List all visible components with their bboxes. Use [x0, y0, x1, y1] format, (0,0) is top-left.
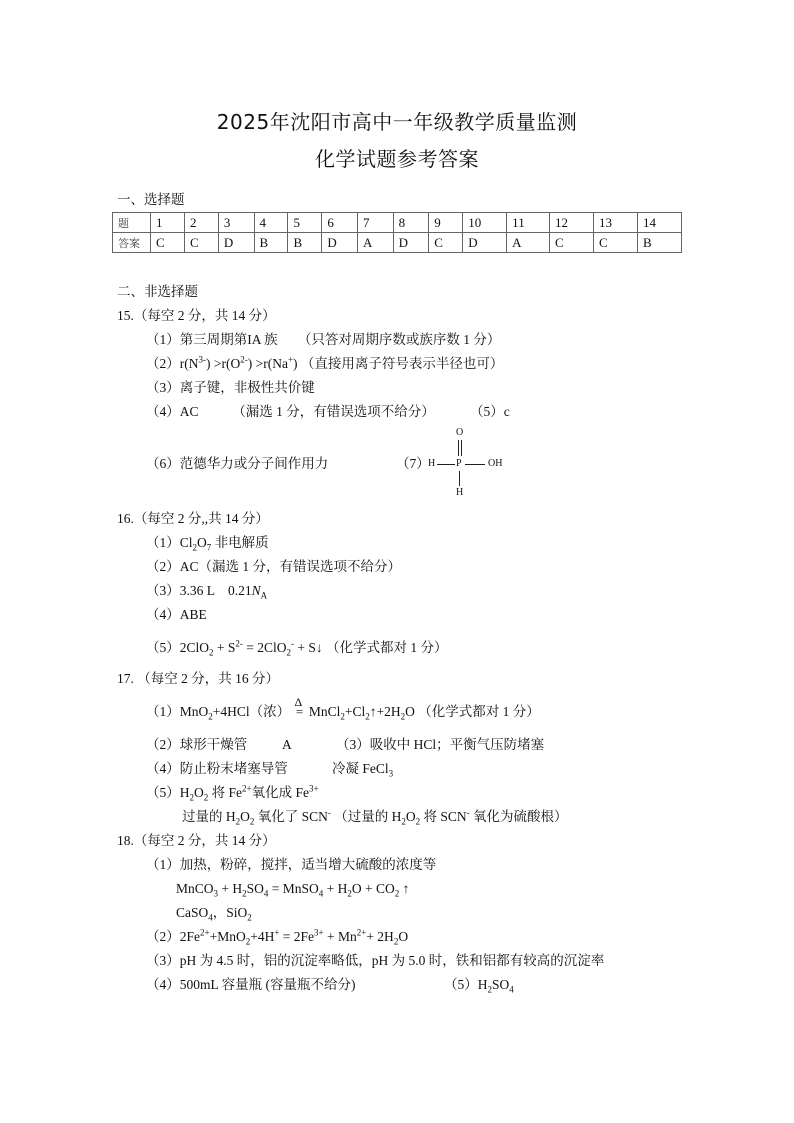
text-run: （3）pH 为 4.5 时，铝的沉淀率略低，pH 为 5.0 时，铁和铝都有较高的沉淀率 — [146, 953, 605, 968]
text-run: （4）防止粉末堵塞导管 — [146, 761, 288, 776]
question-number-cell: 13 — [594, 213, 638, 233]
single-bond — [437, 464, 455, 465]
q16-answer-4 — [146, 607, 207, 623]
subscript: 2 — [365, 711, 370, 722]
question-number-cell: 1 — [151, 213, 185, 233]
text-run: 过量的 H — [182, 809, 236, 824]
q18-answer-1c — [176, 905, 252, 921]
text-run: 非电解质 — [211, 535, 269, 550]
superscript: 2- — [235, 638, 243, 649]
text-run: （2）r(N — [146, 356, 199, 371]
text-run: （2）球形干燥管 — [146, 737, 248, 752]
text-run: +4H — [250, 929, 275, 944]
q17-answer-4b — [332, 761, 393, 777]
text-run: 氧化成 Fe — [251, 785, 309, 800]
superscript: + — [287, 354, 294, 365]
text-run: （5）2ClO — [146, 640, 210, 655]
subscript: 2 — [400, 711, 406, 722]
superscript: + — [274, 927, 280, 938]
q16-answer-3 — [146, 583, 267, 599]
answer-cell: B — [254, 233, 288, 253]
text-run: 18.（每空 2 分，共 14 分） — [117, 833, 276, 848]
subscript: 2 — [247, 912, 252, 923]
q17-answer-5b — [182, 809, 568, 825]
text-run: ) >r(O — [206, 356, 241, 371]
text-run: 氧化为硫酸根） — [469, 809, 568, 824]
q15-answer-3 — [146, 380, 315, 396]
q17-header — [117, 671, 279, 687]
subscript: 2 — [286, 647, 292, 658]
superscript: 2+ — [356, 927, 367, 938]
text-run: 16.（每空 2 分,,共 14 分） — [117, 511, 269, 526]
text-run: + 2H — [366, 929, 394, 944]
answer-cell: C — [550, 233, 594, 253]
superscript: 3+ — [314, 927, 324, 938]
question-number-cell: 8 — [393, 213, 429, 233]
subscript: 3 — [388, 768, 394, 779]
page-subtitle: 化学试题参考答案 — [315, 147, 479, 171]
text-run: ↑ — [399, 881, 410, 896]
text-run: SO — [492, 977, 510, 992]
text-run: （1）第三周期第IA 族 （只答对周期序数或族序数 1 分） — [146, 332, 501, 347]
superscript: 3+ — [308, 783, 319, 794]
q16-answer-1 — [146, 535, 269, 551]
question-number-row — [113, 213, 682, 233]
text-run: O — [398, 929, 409, 944]
subscript: 2 — [242, 888, 247, 899]
text-run: ，SiO — [212, 905, 248, 920]
superscript: 3- — [198, 354, 206, 365]
question-number-cell: 11 — [507, 213, 550, 233]
answer-cell: D — [393, 233, 429, 253]
subscript: 2 — [487, 984, 492, 995]
section-heading-choice: 一、选择题 — [117, 192, 185, 207]
heating-equals-sign: Δ = — [294, 695, 304, 719]
subscript: 7 — [206, 542, 212, 553]
text-run: （5）H — [146, 785, 190, 800]
text-run: 15.（每空 2 分，共 14 分） — [117, 308, 276, 323]
text-run: （过量的 H — [330, 809, 402, 824]
text-run: +4HCl（浓） — [212, 704, 294, 719]
text-run: 将 SCN — [420, 809, 467, 824]
text-run: = MnSO — [268, 881, 319, 896]
q15-answer-5 — [470, 404, 510, 420]
subscript: 4 — [509, 984, 514, 995]
answer-cell: B — [637, 233, 681, 253]
double-bond — [458, 440, 459, 456]
text-run: O — [194, 785, 204, 800]
text-run: MnCO — [176, 881, 214, 896]
text-run: 冷凝 FeCl — [332, 761, 389, 776]
text-run: （4）AC （漏选 1 分，有错误选项不给分） — [146, 404, 435, 419]
answer-cell: A — [507, 233, 550, 253]
subscript: 2 — [415, 816, 421, 827]
answer-row — [113, 233, 682, 253]
q17-answer-3 — [336, 737, 544, 753]
text-run: （1）加热，粉碎，搅拌，适当增大硫酸的浓度等 — [146, 857, 437, 872]
q17-answer-2b — [282, 737, 292, 753]
q15-answer-7-label: （7） — [396, 456, 430, 471]
q15-answer-4 — [146, 404, 435, 420]
subscript: 2 — [235, 816, 241, 827]
text-run: MnCl — [305, 704, 341, 719]
answer-cell: C — [594, 233, 638, 253]
choice-answer-table — [112, 212, 682, 253]
subscript: A — [260, 590, 268, 601]
double-bond — [461, 440, 462, 456]
subscript: 2 — [393, 936, 399, 947]
text-run: （6）范德华力或分子间作用力 — [146, 456, 329, 471]
subscript: 2 — [245, 936, 251, 947]
text-run: SO — [246, 881, 264, 896]
text-run: （3）3.36 L 0.21 — [146, 583, 252, 598]
q15-answer-1 — [146, 332, 500, 348]
q18-answer-4 — [146, 977, 356, 993]
subscript: 4 — [318, 888, 324, 899]
subscript: 2 — [394, 888, 400, 899]
text-run: + H — [218, 881, 243, 896]
text-run: + Mn — [323, 929, 357, 944]
answer-cell: B — [288, 233, 322, 253]
subscript: 2 — [192, 542, 198, 553]
superscript: - — [466, 807, 470, 818]
answer-cell: D — [463, 233, 507, 253]
q15-answer-6 — [146, 456, 328, 472]
q17-answer-4 — [146, 761, 288, 777]
q18-answer-3 — [146, 953, 604, 969]
answer-cell: D — [218, 233, 254, 253]
question-number-cell: 6 — [322, 213, 358, 233]
atom-oh: OH — [488, 458, 503, 469]
text-run: 氧化了 SCN — [254, 809, 328, 824]
atom-p: P — [456, 458, 462, 469]
answer-cell: C — [184, 233, 218, 253]
question-number-cell: 12 — [550, 213, 594, 233]
question-number-cell: 4 — [254, 213, 288, 233]
superscript: 2- — [240, 354, 248, 365]
text-run: （5）H — [444, 977, 488, 992]
answer-cell: C — [151, 233, 185, 253]
subscript: 2 — [189, 792, 194, 803]
subscript: 2 — [401, 816, 406, 827]
text-run: O — [197, 535, 207, 550]
q16-header — [117, 511, 269, 527]
q18-answer-1b — [176, 881, 409, 897]
text-run: （4）ABE — [146, 607, 207, 622]
text-run: = 2Fe — [279, 929, 315, 944]
text-run: + S — [213, 640, 236, 655]
question-number-cell: 2 — [184, 213, 218, 233]
text-run: + S↓ （化学式都对 1 分） — [294, 640, 448, 655]
answer-cell: D — [322, 233, 358, 253]
q15-answer-2 — [146, 356, 503, 372]
question-number-cell: 5 — [288, 213, 322, 233]
text-run: （5）c — [470, 404, 510, 419]
q17-answer-5 — [146, 785, 319, 801]
subscript: 4 — [208, 912, 213, 923]
text-run: ↑+2H — [369, 704, 401, 719]
question-number-cell: 10 — [463, 213, 507, 233]
section-heading-nonchoice: 二、非选择题 — [117, 284, 198, 299]
text-run: O — [240, 809, 250, 824]
superscript: - — [327, 807, 331, 818]
q18-answer-1 — [146, 857, 436, 873]
text-run: +MnO — [209, 929, 246, 944]
answer-cell: A — [358, 233, 394, 253]
text-run: （3）离子键，非极性共价键 — [146, 380, 315, 395]
answer-cell: C — [429, 233, 463, 253]
superscript: 2+ — [200, 927, 210, 938]
text-run: +Cl — [344, 704, 366, 719]
subscript: 4 — [263, 888, 269, 899]
text-run: = 2ClO — [242, 640, 287, 655]
question-number-cell: 9 — [429, 213, 463, 233]
superscript: 2+ — [242, 783, 252, 794]
subscript: 3 — [213, 888, 219, 899]
subscript: 2 — [209, 647, 214, 658]
text-run: 17. （每空 2 分，共 16 分） — [117, 671, 279, 686]
subscript: 2 — [347, 888, 352, 899]
text-run: ) （直接用离子符号表示半径也可） — [293, 356, 504, 371]
text-run: （2）2Fe — [146, 929, 200, 944]
superscript: - — [291, 638, 295, 649]
q17-answer-2 — [146, 737, 247, 753]
single-bond — [465, 464, 485, 465]
subscript: 2 — [249, 816, 255, 827]
text-run: CaSO — [176, 905, 209, 920]
text-run: （1）Cl — [146, 535, 193, 550]
text-run: ) >r(Na — [247, 356, 288, 371]
text-run: （4）500mL 容量瓶 (容量瓶不给分) — [146, 977, 356, 992]
question-number-cell: 7 — [358, 213, 394, 233]
page-title: 2025年沈阳市高中一年级教学质量监测 — [216, 110, 578, 134]
text-run: A — [282, 737, 292, 752]
subscript: 2 — [208, 711, 213, 722]
text-run: （2）AC（漏选 1 分，有错误选项不给分） — [146, 559, 402, 574]
single-bond — [459, 471, 460, 486]
atom-o: O — [456, 427, 464, 438]
question-number-cell: 14 — [637, 213, 681, 233]
row-header: 答案 — [113, 233, 151, 253]
text-run: + H — [323, 881, 348, 896]
q17-answer-1 — [146, 695, 540, 722]
text-run: O — [405, 809, 416, 824]
subscript: 2 — [203, 792, 209, 803]
text-run: （1）MnO — [146, 704, 209, 719]
q15-header — [117, 308, 276, 324]
question-number-cell: 3 — [218, 213, 254, 233]
q18-header — [117, 833, 276, 849]
text-run: O （化学式都对 1 分） — [405, 704, 540, 719]
subscript: 2 — [340, 711, 345, 722]
row-header: 题 — [113, 213, 151, 233]
q16-answer-2 — [146, 559, 401, 575]
text-run: 将 Fe — [208, 785, 242, 800]
text-run: O + CO — [351, 881, 395, 896]
q18-answer-5 — [444, 977, 514, 993]
q16-answer-5 — [146, 640, 448, 656]
atom-h: H — [456, 487, 464, 498]
atom-h: H — [428, 458, 436, 469]
q18-answer-2 — [146, 929, 408, 945]
italic-symbol: N — [251, 583, 261, 598]
text-run: （3）吸收中 HCl；平衡气压防堵塞 — [336, 737, 545, 752]
